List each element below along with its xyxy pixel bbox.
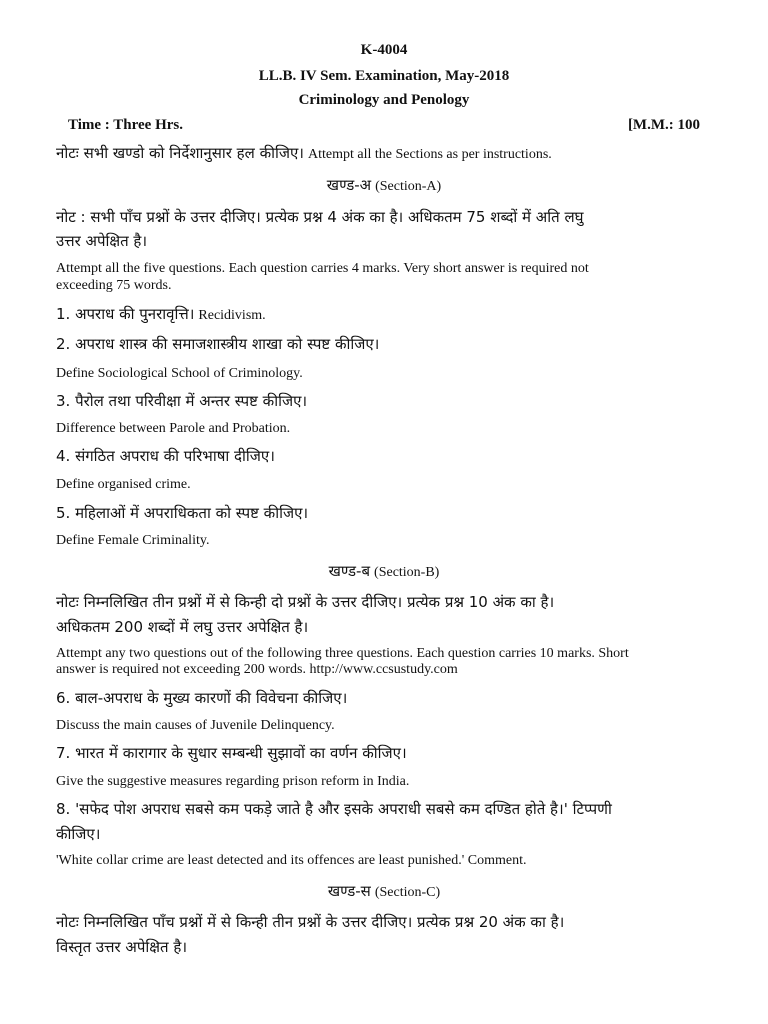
question-8-hindi-2: कीजिए। — [56, 825, 101, 843]
section-a-note-hindi-1: नोट : सभी पाँच प्रश्नों के उत्तर दीजिए। प्रत्येक प्रश्न 4 अंक का है। अधिकतम 75 शब्दों में अति लघु — [56, 208, 584, 226]
section-b-heading — [0, 561, 768, 581]
question-7-hindi: 7. भारत में कारागार के सुधार सम्बन्धी सुझावों का वर्णन कीजिए। — [56, 744, 407, 762]
general-note-english: Attempt all the Sections as per instructions. — [307, 147, 552, 162]
section-b-note-english-2: answer is required not exceeding 200 words. http://www.ccsustudy.com — [56, 662, 458, 677]
question-6-hindi: 6. बाल-अपराध के मुख्य कारणों की विवेचना कीजिए। — [56, 689, 348, 707]
section-b-note-english-1: Attempt any two questions out of the following three questions. Each question carries 10 marks. Short — [56, 646, 629, 661]
question-1 — [56, 304, 266, 324]
subject-title: Criminology and Penology — [298, 92, 470, 108]
section-b-note-hindi-2: अधिकतम 200 शब्दों में लघु उत्तर अपेक्षित है। — [56, 618, 309, 636]
question-6-english: Discuss the main causes of Juvenile Delinquency. — [56, 718, 335, 733]
max-marks-label: [M.M.: 100 — [627, 117, 700, 133]
section-c-note-hindi-1: नोटः निम्नलिखित पाँच प्रश्नों में से किन्ही तीन प्रश्नों के उत्तर दीजिए। प्रत्येक प्रश्न 20 अंक का है। — [56, 913, 565, 931]
section-c-title-hindi: खण्ड-स — [327, 882, 371, 900]
section-a-note-english-2: exceeding 75 words. — [56, 278, 172, 293]
question-4-hindi: 4. संगठित अपराध की परिभाषा दीजिए। — [56, 447, 275, 465]
question-5-english: Define Female Criminality. — [56, 533, 210, 548]
section-b-title-hindi: खण्ड-ब — [328, 562, 371, 580]
exam-title: LL.B. IV Sem. Examination, May-2018 — [258, 68, 510, 84]
section-b-title-english: (Section-B) — [374, 565, 440, 580]
section-a-title-english: (Section-A) — [375, 179, 442, 194]
section-c-title-english: (Section-C) — [374, 885, 441, 900]
general-note — [56, 143, 552, 163]
question-1-english: Recidivism. — [198, 308, 266, 323]
question-2-hindi: 2. अपराध शास्त्र की समाजशास्त्रीय शाखा को स्पष्ट कीजिए। — [56, 335, 380, 353]
question-8-english: 'White collar crime are least detected and its offences are least punished.' Comment. — [56, 853, 527, 868]
section-b-note-hindi-1: नोटः निम्नलिखित तीन प्रश्नों में से किन्ही दो प्रश्नों के उत्तर दीजिए। प्रत्येक प्रश्न 10 अंक का है। — [56, 593, 555, 611]
section-c-note-hindi-2: विस्तृत उत्तर अपेक्षित है। — [56, 938, 188, 956]
question-3-english: Difference between Parole and Probation. — [56, 421, 291, 436]
time-label: Time : Three Hrs. — [68, 117, 183, 133]
question-4-english: Define organised crime. — [56, 477, 191, 492]
section-a-note-english-1: Attempt all the five questions. Each question carries 4 marks. Very short answer is required not — [56, 261, 589, 276]
section-c-heading — [0, 881, 768, 901]
question-7-english: Give the suggestive measures regarding prison reform in India. — [56, 774, 410, 789]
section-a-heading — [0, 175, 768, 195]
section-a-title-hindi: खण्ड-अ — [326, 176, 372, 194]
question-8-hindi-1: 8. 'सफेद पोश अपराध सबसे कम पकड़े जाते है और इसके अपराधी सबसे कम दण्डित होते है।' टिप्पणी — [56, 800, 612, 818]
question-5-hindi: 5. महिलाओं में अपराधिकता को स्पष्ट कीजिए। — [56, 504, 309, 522]
question-2-english: Define Sociological School of Criminology. — [56, 366, 303, 381]
question-1-hindi: 1. अपराध की पुनरावृत्ति। — [56, 305, 195, 323]
paper-code: K-4004 — [360, 42, 408, 58]
section-a-note-hindi-2: उत्तर अपेक्षित है। — [56, 232, 148, 250]
question-3-hindi: 3. पैरोल तथा परिवीक्षा में अन्तर स्पष्ट कीजिए। — [56, 392, 308, 410]
general-note-hindi: नोटः सभी खण्डो को निर्देशानुसार हल कीजिए। — [56, 144, 304, 162]
